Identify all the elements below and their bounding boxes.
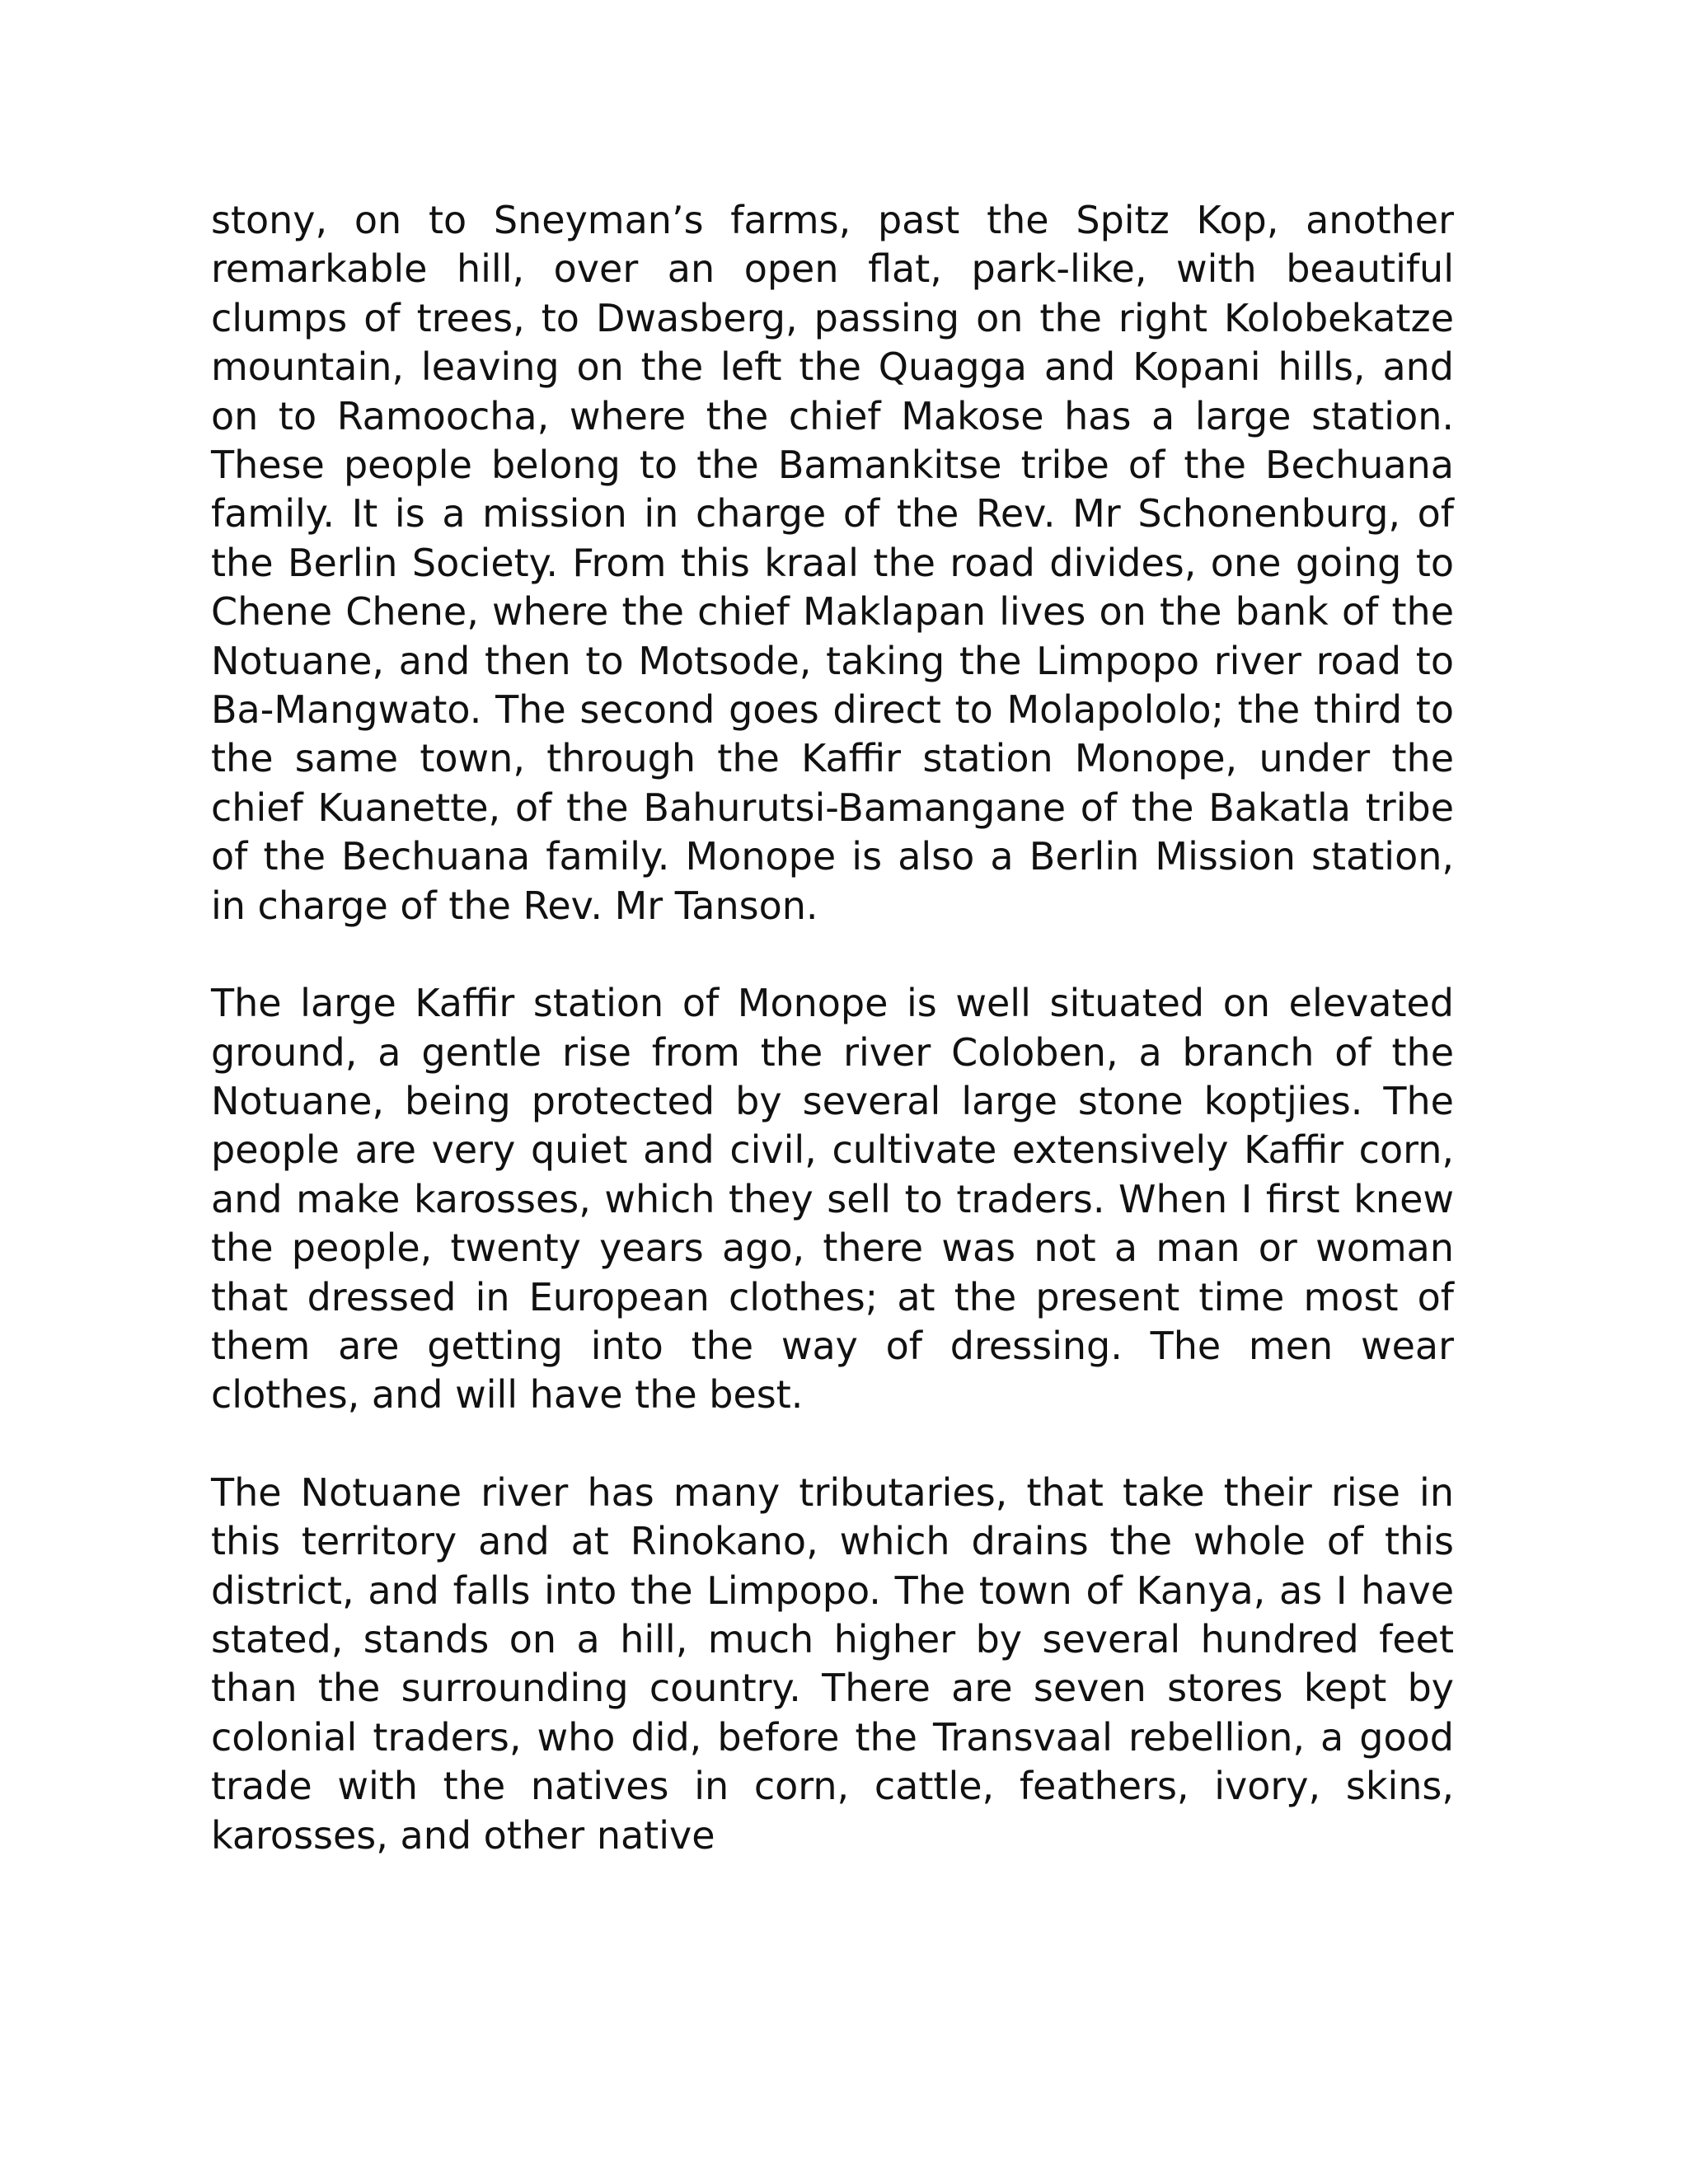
paragraph-3: The Notuane river has many tributaries, that take their rise in this territory and at Rinokano, which drains the whole of this district, and falls into the Limpopo. The town of Kanya, as I have stated, stands on a hill, much higher by several hundred feet than the surrounding country. There are seven stores kept by colonial traders, who did, before the Transvaal rebellion, a good trade with the natives in corn, cattle, feathers, ivory, skins, karosses, and other native — [211, 1469, 1454, 1858]
paragraph-2: The large Kaffir station of Monope is well situated on elevated ground, a gentle rise from the river Coloben, a branch of the Notuane, being protected by several large stone koptjies. The people are very quiet and civil, cultivate extensively Kaffir corn, and make karosses, which they sell to traders. When I first knew the people, twenty years ago, there was not a man or woman that dressed in European clothes; at the present time most of them are getting into the way of dressing. The men wear clothes, and will have the best. — [211, 981, 1454, 1418]
paragraph-1: stony, on to Sneyman’s farms, past the Spitz Kop, another remarkable hill, over an open flat, park-like, with beautiful clumps of trees, to Dwasberg, passing on the right Kolobekatze mountain, leaving on the left the Quagga and Kopani hills, and on to Ramoocha, where the chief Makose has a large station. These people belong to the Bamankitse tribe of the Bechuana family. It is a mission in charge of the Rev. Mr Schonenburg, of the Berlin Society. From this kraal the road divides, one going to Chene Chene, where the chief Maklapan lives on the bank of the Notuane, and then to Motsode, taking the Limpopo river road to Ba-Mangwato. The second goes direct to Molapololo; the third to the same town, through the Kaffir station Monope, under the chief Kuanette, of the Bahurutsi-Bamangane of the Bakatla tribe of the Bechuana family. Monope is also a Berlin Mission station, in charge of the Rev. Mr Tanson. — [211, 198, 1454, 928]
body-text — [211, 196, 1454, 1860]
